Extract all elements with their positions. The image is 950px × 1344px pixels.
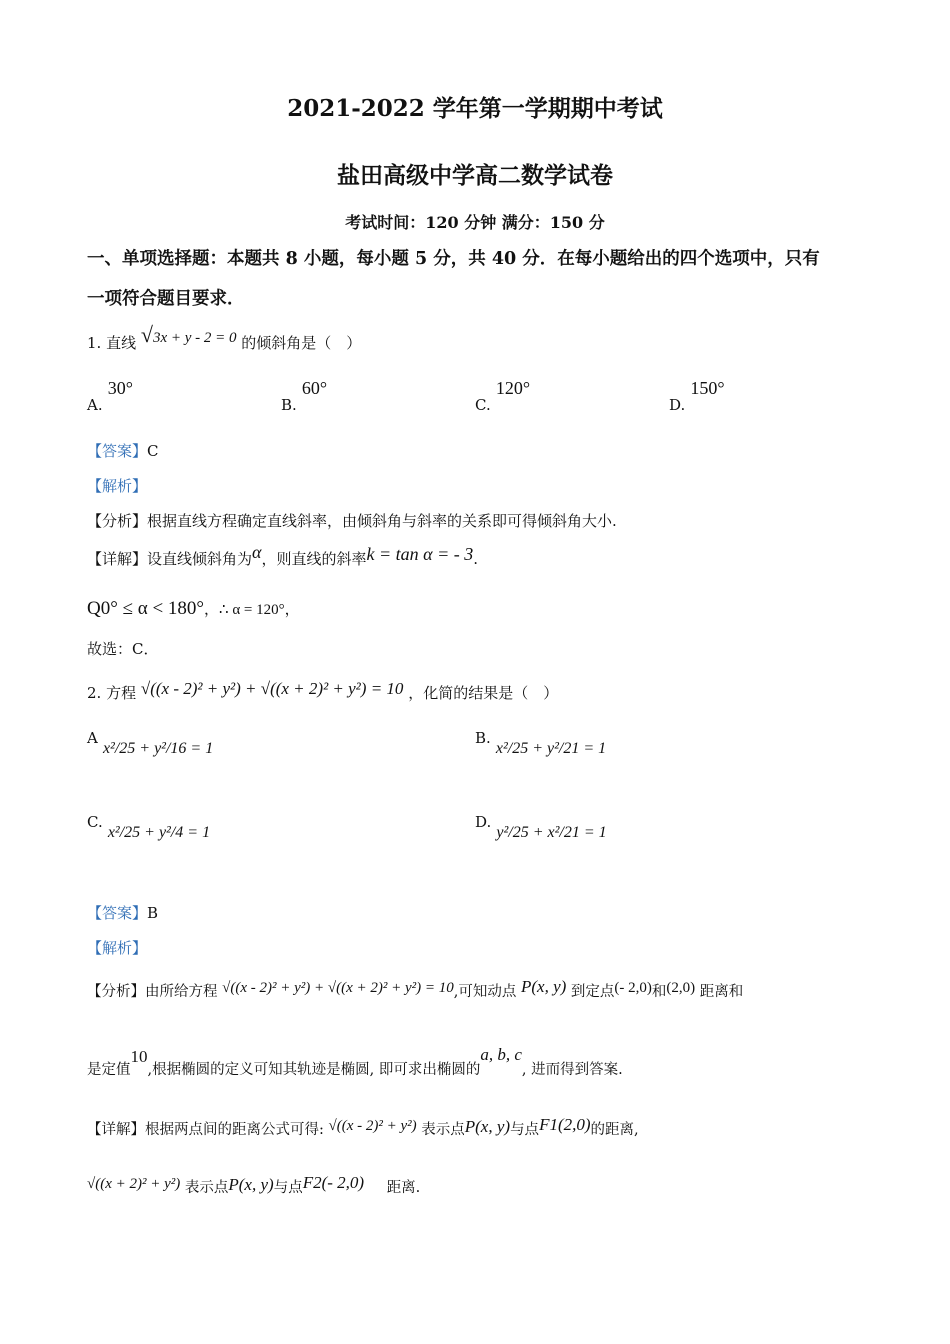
q2-detail-line2: √((x + 2)² + y²) 表示点P(x, y)与点F2(- 2,0) 距离. xyxy=(87,1173,421,1196)
q1-detail: 【详解】设直线倾斜角为α，则直线的斜率k = tan α = - 3. xyxy=(87,542,479,568)
question-2 xyxy=(87,679,559,703)
q1-option-b: B. 60° xyxy=(281,378,328,414)
q2-number: 2. 方程 xyxy=(87,684,137,702)
q2-suffix: ，化简的结果是（ ） xyxy=(408,684,559,702)
section-heading-line2: 一项符合题目要求． xyxy=(87,289,245,309)
question-1 xyxy=(87,322,362,354)
q2-analysis: 【分析】由所给方程 √((x - 2)² + y²) + √((x + 2)² + y²) = 10,可知动点 P(x, y) 到定点(- 2,0)和(2,0) 距离和 xyxy=(87,977,744,1000)
q1-analysis xyxy=(87,510,617,531)
q1-answer xyxy=(87,440,159,461)
q2-option-b: B. x²/25 + y²/21 = 1 xyxy=(475,729,607,757)
q2-detail: 【详解】根据两点间的距离公式可得: √((x - 2)² + y²) 表示点P(x, y)与点F1(2,0)的距离, xyxy=(87,1115,639,1138)
answer-value: C xyxy=(147,442,159,460)
q2-option-a: A x²/25 + y²/16 = 1 xyxy=(87,729,214,757)
answer-label: 【答案】 xyxy=(87,442,148,460)
school-title: 盐田高级中学高二数学试卷 xyxy=(337,162,613,189)
q2-jiexi-label: 【解析】 xyxy=(87,939,148,957)
analysis-label: 【分析】 xyxy=(87,512,148,530)
analysis-text: 根据直线方程确定直线斜率，由倾斜角与斜率的关系即可得倾斜角大小. xyxy=(147,512,617,530)
q2-answer: 【答案】B xyxy=(87,904,159,922)
exam-info: 考试时间：120 分钟 满分：150 分 xyxy=(345,213,605,232)
q1-jiexi-label: 【解析】 xyxy=(87,477,148,495)
exam-title: 2021-2022 学年第一学期期中考试 xyxy=(287,95,663,122)
q1-conclusion: 故选：C． xyxy=(87,640,159,658)
q1-detail-line2: Q0° ≤ α < 180°，∴ α = 120°， xyxy=(87,598,300,619)
q1-equation: √3x + y - 2 = 0 xyxy=(140,322,237,347)
q1-option-a: A. 30° xyxy=(87,378,133,414)
section-heading-line1: 一、单项选择题：本题共 8 小题，每小题 5 分，共 40 分．在每小题给出的四个选项中，只有 xyxy=(87,249,820,269)
q2-option-c: C. x²/25 + y²/4 = 1 xyxy=(87,813,211,841)
q1-suffix: 的倾斜角是（ ） xyxy=(241,334,362,352)
q1-option-c: C. 120° xyxy=(475,378,531,414)
q2-equation: √((x - 2)² + y²) + √((x + 2)² + y²) = 10 xyxy=(140,679,404,698)
q2-analysis-line2: 是定值10,根据椭圆的定义可知其轨迹是椭圆, 即可求出椭圆的a, b, c, 进而得到答案. xyxy=(87,1045,623,1078)
q2-option-d: D. y²/25 + x²/21 = 1 xyxy=(475,813,607,841)
q1-option-d: D. 150° xyxy=(669,378,725,414)
q1-number: 1. 直线 xyxy=(87,334,137,352)
